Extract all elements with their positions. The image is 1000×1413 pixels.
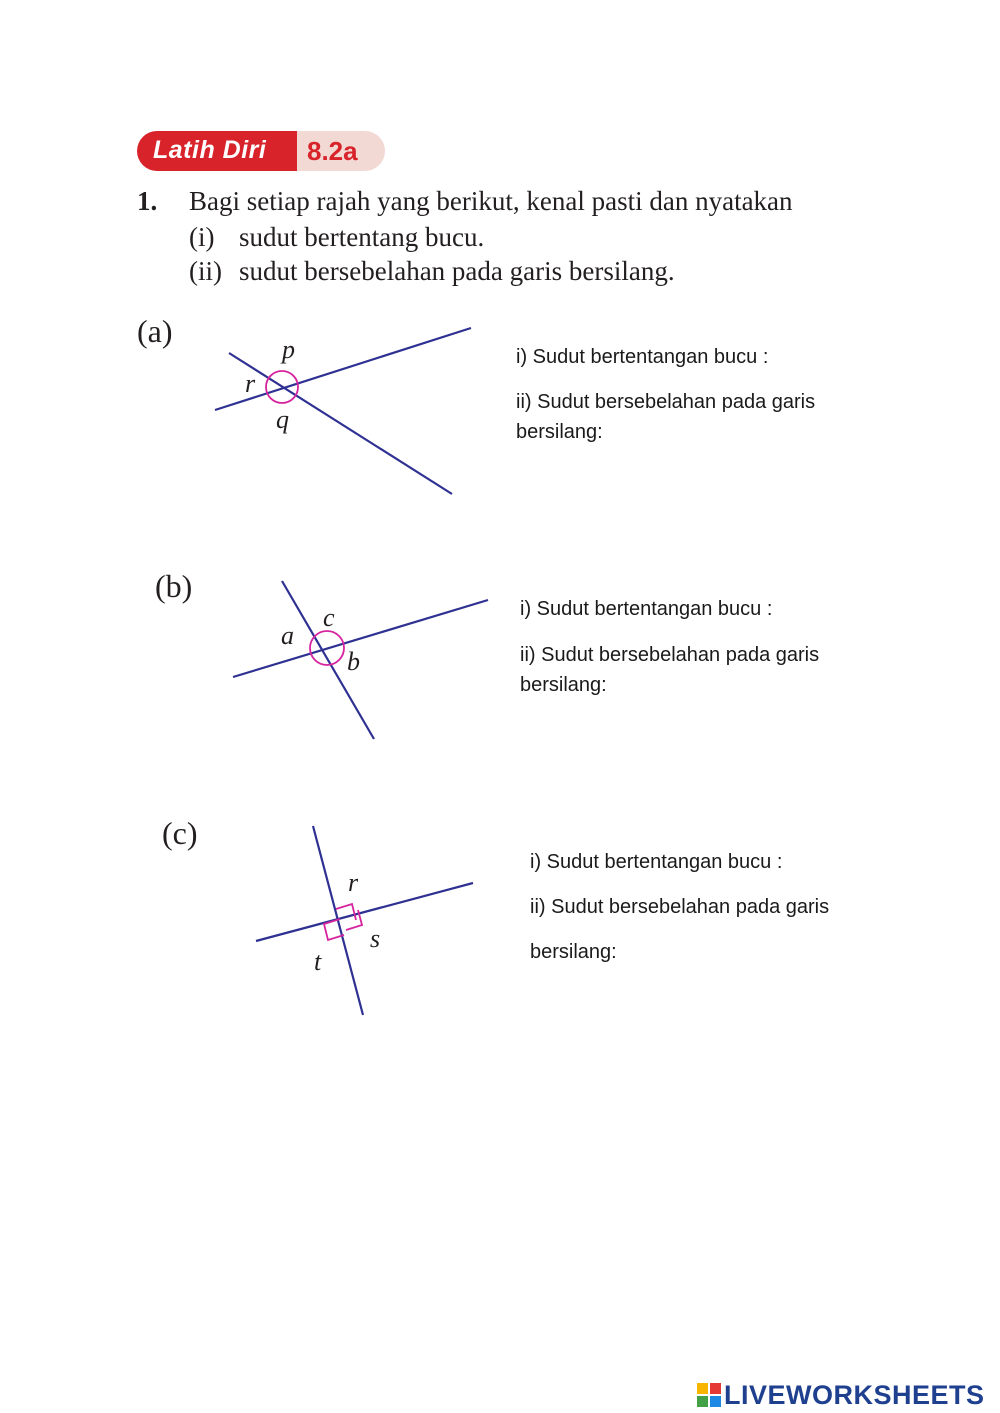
answer-b-ii-line2: bersilang: (520, 674, 607, 696)
angle-label-t: t (314, 947, 322, 976)
answer-b-i: i) Sudut bertentangan bucu : (520, 598, 773, 620)
part-label-b: (b) (155, 568, 193, 604)
part-label-a: (a) (137, 313, 173, 349)
liveworksheets-brand: LIVEWORKSHEETS (724, 1379, 985, 1410)
badge-title: Latih Diri (153, 136, 267, 164)
answer-b-ii-line1: ii) Sudut bersebelahan pada garis (520, 644, 820, 666)
item-marker-ii: (ii) (189, 256, 222, 286)
liveworksheets-logo (697, 1378, 985, 1412)
angle-label-r: r (245, 369, 256, 398)
question-number: 1. (137, 186, 158, 216)
angle-label-q: q (276, 405, 289, 434)
angle-label-a: a (281, 621, 294, 650)
answer-a-i: i) Sudut bertentangan bucu : (516, 346, 769, 368)
answer-a-ii-line1: ii) Sudut bersebelahan pada garis (516, 391, 816, 413)
item-text-ii: sudut bersebelahan pada garis bersilang. (239, 256, 675, 286)
line-a2 (229, 353, 452, 494)
diagram-a (215, 328, 471, 494)
question-stem: Bagi setiap rajah yang berikut, kenal pasti dan nyatakan (189, 186, 793, 216)
line-c1 (256, 883, 473, 941)
answer-a-ii-line2: bersilang: (516, 421, 603, 443)
line-b1 (233, 600, 488, 677)
angle-label-c: c (323, 603, 335, 632)
part-label-c: (c) (162, 815, 198, 851)
angle-label-p: p (282, 335, 295, 364)
badge-code: 8.2a (307, 136, 358, 166)
answer-c-i: i) Sudut bertentangan bucu : (530, 851, 783, 873)
diagram-c (256, 826, 473, 1015)
diagram-b (233, 581, 488, 739)
angle-label-b: b (347, 647, 360, 676)
item-text-i: sudut bertentang bucu. (239, 222, 485, 252)
angle-label-s: s (370, 924, 381, 953)
item-marker-i: (i) (189, 222, 215, 252)
liveworksheets-logo-icon (697, 1383, 721, 1407)
answer-c-ii-line1: ii) Sudut bersebelahan pada garis (530, 896, 830, 918)
angle-label-r-c: r (348, 868, 359, 897)
answer-c-ii-line2: bersilang: (530, 941, 617, 963)
